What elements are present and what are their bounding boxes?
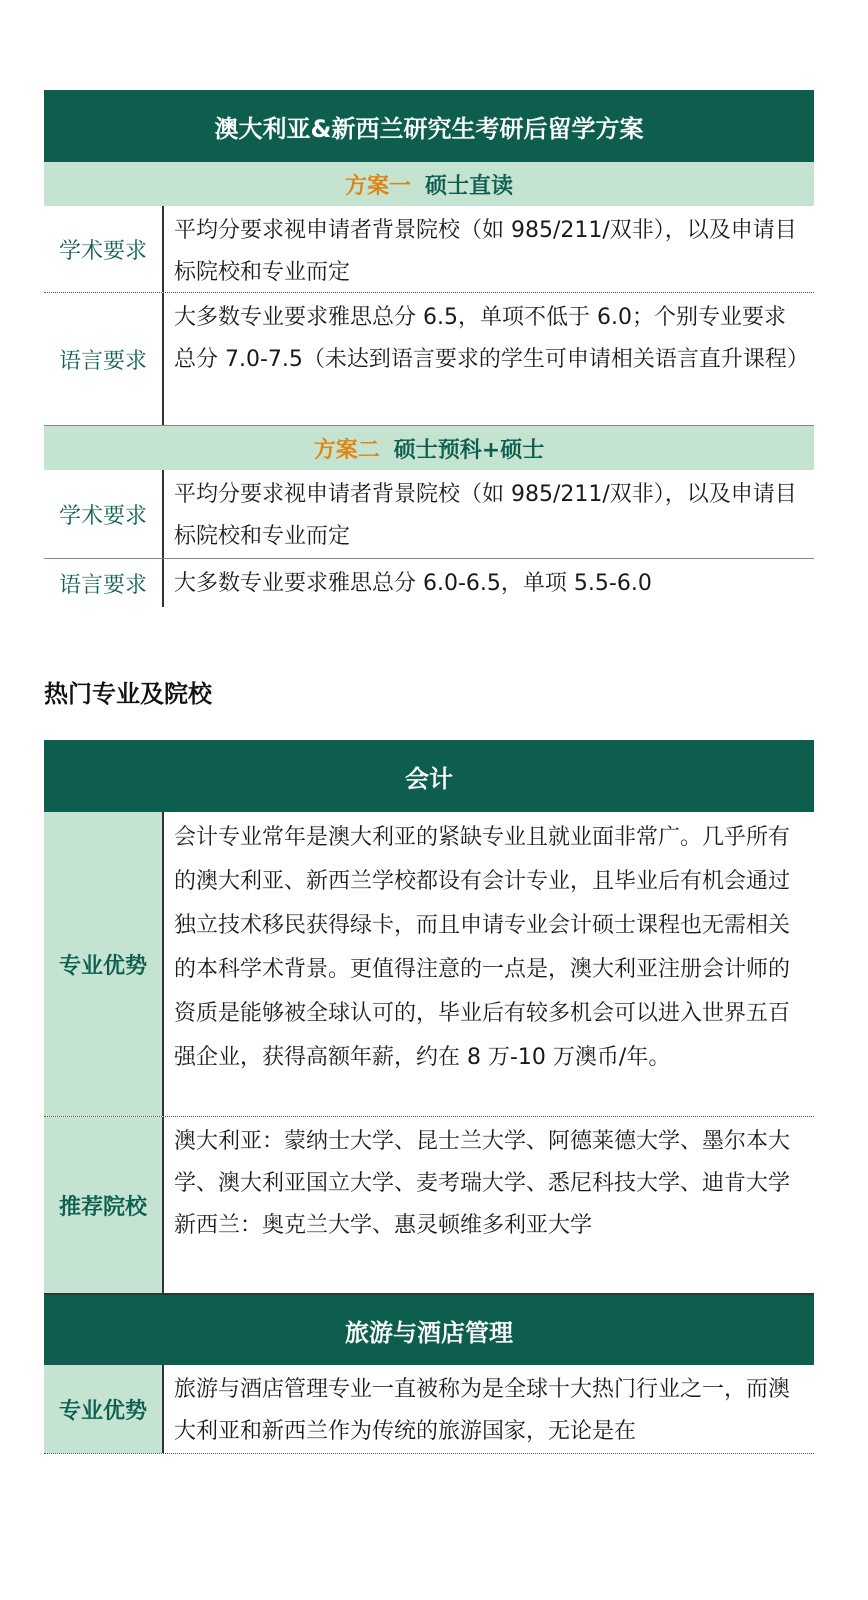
section-title: 热门专业及院校 — [44, 680, 212, 708]
accounting-schools-content — [164, 1117, 814, 1293]
plan1-language-label: 语言要求 — [44, 293, 164, 425]
plan-table-title: 澳大利亚&新西兰研究生考研后留学方案 — [44, 90, 814, 162]
plan2-name: 硕士预科+硕士 — [393, 437, 545, 463]
plan1-academic-label: 学术要求 — [44, 206, 164, 292]
plan2-language-text: 大多数专业要求雅思总分 6.0-6.5，单项 5.5-6.0 — [174, 571, 652, 596]
plan2-academic-row — [44, 470, 814, 559]
accounting-schools-au: 澳大利亚：蒙纳士大学、昆士兰大学、阿德莱德大学、墨尔本大学、澳大利亚国立大学、麦考瑞大学、悉尼科技大学、迪肯大学 — [174, 1129, 791, 1196]
plan2-language-row — [44, 559, 814, 607]
plan2-subheader — [44, 426, 814, 470]
plan2-prefix: 方案二 — [313, 437, 380, 463]
accounting-advantage-text: 会计专业常年是澳大利亚的紧缺专业且就业面非常广。几乎所有的澳大利亚、新西兰学校都设有会计专业，且毕业后有机会通过独立技术移民获得绿卡，而且申请专业会计硕士课程也无需相关的本科学术背景。更值得注意的一点是，澳大利亚注册会计师的资质是能够被全球认可的，毕业后有较多机会可以进入世界五百强企业，获得高额年薪，约在 8 万-10 万澳币/年。 — [174, 825, 791, 1070]
accounting-title: 会计 — [44, 740, 814, 812]
plan2-academic-text: 平均分要求视申请者背景院校（如 985/211/双非），以及申请目标院校和专业而定 — [174, 482, 797, 549]
accounting-advantage-row — [44, 812, 814, 1117]
accounting-advantage-label: 专业优势 — [44, 812, 164, 1116]
tourism-advantage-row — [44, 1365, 814, 1454]
plan-table — [44, 90, 814, 607]
plan2-academic-label: 学术要求 — [44, 470, 164, 558]
plan1-prefix: 方案一 — [344, 173, 411, 199]
accounting-schools-row — [44, 1117, 814, 1295]
plan2-language-label: 语言要求 — [44, 559, 164, 607]
tourism-advantage-text: 旅游与酒店管理专业一直被称为是全球十大热门行业之一，而澳大利亚和新西兰作为传统的旅游国家，无论是在 — [174, 1377, 791, 1444]
plan1-language-text: 大多数专业要求雅思总分 6.5，单项不低于 6.0；个别专业要求总分 7.0-7.5（未达到语言要求的学生可申请相关语言直升课程） — [174, 305, 809, 372]
tourism-advantage-label: 专业优势 — [44, 1365, 164, 1453]
plan1-name: 硕士直读 — [425, 173, 514, 199]
plan1-academic-row — [44, 206, 814, 293]
plan1-academic-text: 平均分要求视申请者背景院校（如 985/211/双非），以及申请目标院校和专业而定 — [174, 218, 797, 285]
accounting-schools-nz: 新西兰：奥克兰大学、惠灵顿维多利亚大学 — [174, 1213, 593, 1238]
plan1-subheader — [44, 162, 814, 206]
plan1-language-row — [44, 293, 814, 426]
accounting-schools-label: 推荐院校 — [44, 1117, 164, 1293]
majors-table — [44, 740, 814, 1454]
tourism-title: 旅游与酒店管理 — [44, 1295, 814, 1365]
